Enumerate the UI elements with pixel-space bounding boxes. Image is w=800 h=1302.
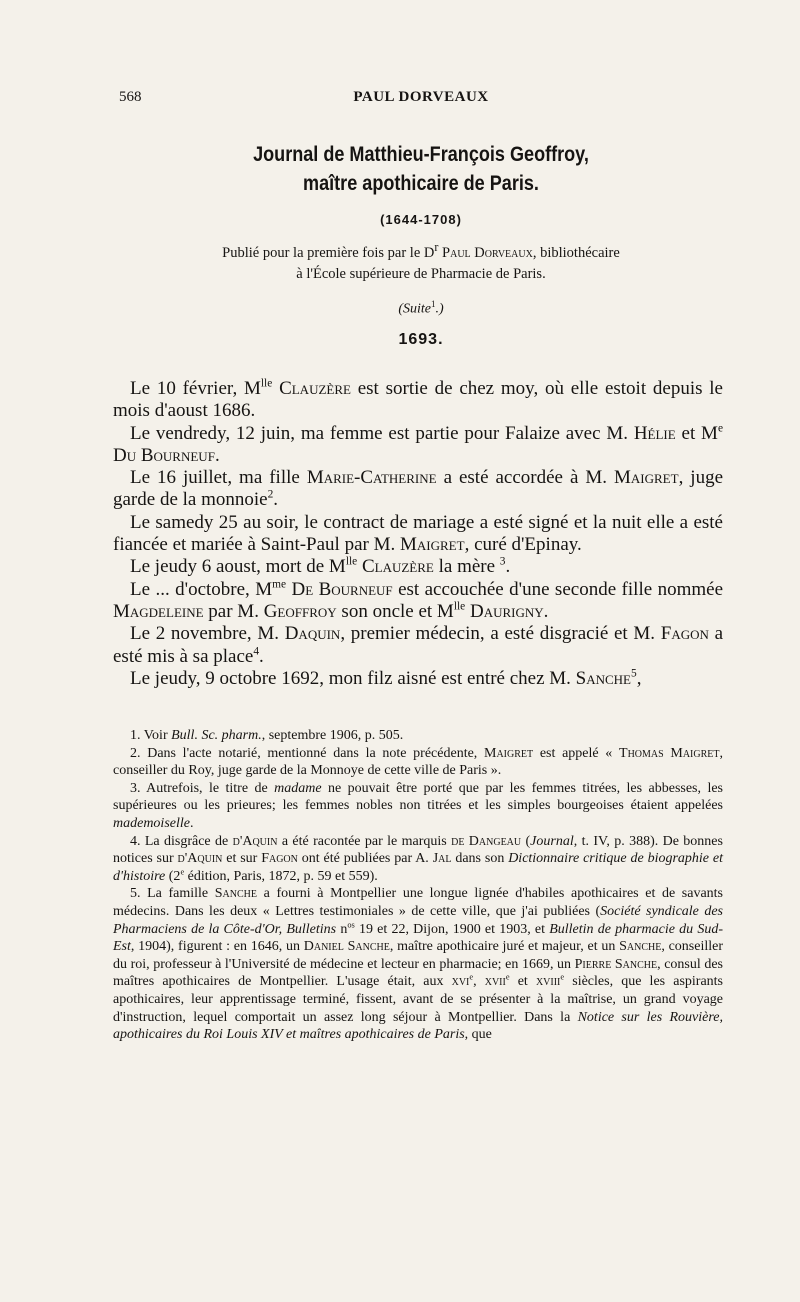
century-numeral: xvi bbox=[451, 974, 470, 990]
person-name: Daurigny bbox=[469, 600, 544, 622]
footnote-text: et sur bbox=[222, 851, 262, 867]
entry-text: Le 16 juillet, ma fille bbox=[130, 467, 307, 489]
entry-text: , juge garde de la monnoie bbox=[113, 467, 723, 511]
article-dates: (1644-1708) bbox=[380, 212, 462, 227]
footnote-text: dans son bbox=[451, 851, 509, 867]
footnote-text: 1. Voir bbox=[130, 728, 172, 743]
person-name: Clauzère bbox=[361, 556, 434, 578]
honorific-sup: lle bbox=[453, 600, 466, 613]
journal-entry bbox=[113, 467, 723, 512]
honorific-sup: me bbox=[272, 578, 287, 591]
honorific-sup: e bbox=[717, 422, 723, 435]
byline-text: Publié pour la première fois par le D bbox=[222, 244, 435, 261]
entry-text: Le ... d'octobre, M bbox=[130, 578, 273, 600]
footnote-text: 5. La famille bbox=[130, 886, 215, 902]
byline-text: , bibliothécaire bbox=[532, 244, 620, 261]
century-numeral: xvii bbox=[484, 974, 506, 990]
article-title-line-2: maître apothicaire de Paris. bbox=[303, 172, 539, 195]
footnote-text: édition, Paris, 1872, p. 59 et 559). bbox=[184, 868, 378, 884]
person-name: Sanche bbox=[214, 886, 257, 902]
citation-title: Dictionnaire critique de biographie et d'histoire bbox=[113, 851, 723, 884]
entry-text: par M. bbox=[203, 600, 264, 622]
entry-text: . bbox=[214, 444, 220, 466]
footnote bbox=[113, 885, 723, 1043]
citation-title: Journal bbox=[530, 833, 574, 849]
person-name: Jal bbox=[432, 851, 452, 867]
footnote bbox=[113, 745, 723, 780]
person-name: Maigret bbox=[484, 745, 534, 761]
footnote-text: , que bbox=[464, 1027, 492, 1043]
footnote-text: , t. IV, p. 388). De bonnes notices sur bbox=[113, 833, 723, 867]
byline-affiliation: à l'École supérieure de Pharmacie de Paris. bbox=[296, 265, 546, 282]
entry-text: est accouchée d'une seconde fille nommée bbox=[392, 578, 724, 600]
entry-text: a esté mis à sa place bbox=[113, 623, 724, 667]
footnote-text: , bbox=[473, 974, 485, 990]
running-head bbox=[119, 89, 723, 111]
footnote-text: a été racontée par le marquis bbox=[277, 833, 452, 849]
footnote-ref: 5 bbox=[631, 667, 637, 680]
footnote-text: 4. La disgrâce de bbox=[130, 833, 233, 849]
footnote-ref: 2 bbox=[267, 489, 274, 502]
italic-term: mademoiselle bbox=[113, 815, 190, 831]
journal-entry bbox=[113, 579, 723, 624]
footnote-text: et bbox=[509, 974, 536, 990]
ordinal-sup: os bbox=[347, 919, 355, 929]
article-title-line-1: Journal de Matthieu-François Geoffroy, bbox=[253, 143, 589, 166]
person-name: Magdeleine bbox=[113, 600, 204, 622]
person-name: Thomas Maigret bbox=[619, 745, 720, 761]
entry-text: Le 2 novembre, M. bbox=[130, 623, 285, 645]
footnote-text: 19 et 22, Dijon, 1900 et 1903, et bbox=[354, 921, 550, 937]
journal-entry bbox=[113, 423, 723, 468]
footnote bbox=[113, 727, 723, 745]
footnote-text: siècles, que les aspirants apothicaires, leur apprentissage terminé, fissent, avant de se présenter à la maîtrise, un grand voyage d'instruction, lequel comportait un assez long séjour à Montpellier. Dans la bbox=[113, 974, 724, 1025]
citation-title: Bull. Sc. pharm. bbox=[171, 728, 262, 743]
entry-text: a esté accordée à M. bbox=[436, 467, 614, 489]
footnote-text: , septembre 1906, p. 505. bbox=[261, 728, 404, 743]
running-title: PAUL DORVEAUX bbox=[353, 89, 489, 105]
entry-text: . bbox=[543, 600, 549, 622]
person-name: Fagon bbox=[261, 851, 298, 867]
person-name: de Dangeau bbox=[451, 833, 522, 849]
entry-text: , bbox=[636, 667, 642, 689]
footnotes bbox=[113, 727, 723, 1044]
entry-text: et M bbox=[675, 422, 718, 444]
footnote-text: a fourni à Montpellier une longue lignée d'habiles apothicaires et de savants médecins. Dans les deux « Lettres testimoniales » de cette ville, que j'ai publiées ( bbox=[113, 886, 723, 919]
journal-entry bbox=[113, 512, 723, 557]
person-name: De Bourneuf bbox=[291, 578, 393, 600]
suite-paren: .) bbox=[435, 301, 444, 317]
footnote-ref: 3 bbox=[499, 556, 506, 569]
footnote-text: ne pouvait être porté que par les femmes titrées, les abbesses, les supérieures ou les prieures; les femmes nobles non titrées et les simples bourgeoises étaient appelées bbox=[113, 780, 723, 814]
person-name: Daquin bbox=[284, 623, 341, 645]
footnote-text: , 1904), figurent : en 1646, un bbox=[130, 939, 304, 955]
footnote-text: , conseiller du Roy, juge garde de la Monnoye de cette ville de Paris ». bbox=[113, 745, 723, 779]
citation-title: Société syndicale des Pharmaciens de la Côte-d'Or, Bulletins bbox=[113, 903, 724, 937]
page-number: 568 bbox=[119, 89, 142, 105]
person-name: Sanche bbox=[575, 667, 631, 689]
journal-entry bbox=[113, 623, 723, 668]
person-name: Daniel Sanche bbox=[303, 939, 390, 955]
century-numeral: xviii bbox=[535, 974, 561, 990]
person-name: Marie-Catherine bbox=[306, 467, 437, 489]
suite-note-ref: 1 bbox=[431, 298, 436, 309]
entry-text: Le jeudy, 9 octobre 1692, mon filz aisné est entré chez M. bbox=[130, 667, 576, 689]
footnote bbox=[113, 780, 723, 833]
honorific-sup: lle bbox=[345, 556, 358, 569]
byline-dr-superscript: r bbox=[434, 240, 439, 254]
journal-entry bbox=[113, 556, 723, 578]
footnote bbox=[113, 833, 723, 886]
footnote-text: ( bbox=[521, 833, 531, 849]
footnote-text: , consul des maîtres apothicaires de Montpellier. L'usage était, aux bbox=[113, 956, 724, 990]
footnote-text: n bbox=[336, 921, 348, 937]
honorific-sup: lle bbox=[260, 377, 273, 390]
person-name: Maigret bbox=[400, 534, 465, 556]
footnote-text: . bbox=[189, 815, 194, 831]
footnote-ref: 4 bbox=[253, 645, 260, 658]
person-name: Du Bourneuf bbox=[113, 444, 215, 466]
person-name: Geoffroy bbox=[263, 600, 337, 622]
footnote-text: (2 bbox=[165, 868, 181, 884]
italic-term: madame bbox=[274, 780, 322, 796]
entry-text: , curé d'Epinay. bbox=[464, 534, 582, 556]
person-name: d'Aquin bbox=[232, 833, 278, 849]
entry-text: . bbox=[505, 556, 511, 578]
year-heading: 1693. bbox=[398, 331, 444, 349]
journal-entries bbox=[113, 378, 723, 690]
footnote-text: , conseiller du roi, professeur à l'Université de médecine et lecteur en pharmacie; en 1669, un bbox=[113, 939, 724, 972]
footnote-text: , maître apothicaire juré et majeur, et un bbox=[389, 939, 620, 955]
person-name: Hélie bbox=[633, 422, 676, 444]
entry-text: la mère bbox=[433, 556, 500, 578]
citation-title: Bulletin de pharmacie du Sud-Est bbox=[113, 921, 724, 955]
person-name: Maigret bbox=[614, 467, 679, 489]
ordinal-sup: e bbox=[180, 867, 185, 877]
person-name: d'Aquin bbox=[177, 851, 223, 867]
footnote-text: ont été publiées par A. bbox=[297, 851, 433, 867]
entry-text: est sortie de chez moy, où elle estoit depuis le mois d'aoust 1686. bbox=[113, 378, 723, 422]
footnote-text: 3. Autrefois, le titre de bbox=[130, 780, 275, 796]
entry-text: son oncle et M bbox=[336, 600, 454, 622]
ordinal-sup: e bbox=[469, 972, 474, 982]
article-header bbox=[119, 140, 723, 349]
suite-label: Suite bbox=[403, 301, 431, 317]
entry-text: Le jeudy 6 aoust, mort de M bbox=[130, 556, 346, 578]
footnote-text: 2. Dans l'acte notarié, mentionné dans la note précédente, bbox=[130, 745, 484, 761]
entry-text: . bbox=[273, 489, 279, 511]
entry-text: . bbox=[259, 645, 264, 667]
byline-author: Paul Dorveaux bbox=[442, 244, 533, 261]
person-name: Clauzère bbox=[279, 378, 351, 399]
person-name: Pierre Sanche bbox=[574, 956, 658, 972]
entry-text: Le vendredy, 12 juin, ma femme est partie pour Falaize avec M. bbox=[130, 422, 634, 444]
continued-marker bbox=[119, 299, 723, 318]
person-name: Sanche bbox=[619, 939, 662, 955]
footnote-text: est appelé « bbox=[533, 745, 620, 761]
ordinal-sup: e bbox=[505, 972, 510, 982]
citation-title: Notice sur les Rouvière, apothicaires du Roi Louis XIV et maîtres apothicaires de Paris bbox=[113, 1009, 723, 1043]
entry-text: , premier médecin, a esté disgracié et M. bbox=[340, 623, 661, 645]
person-name: Fagon bbox=[660, 623, 709, 645]
entry-text: Le samedy 25 au soir, le contract de mariage a esté signé et la nuit elle a esté fiancée et mariée à Saint-Paul par M. bbox=[113, 511, 723, 556]
ordinal-sup: e bbox=[560, 972, 565, 982]
journal-entry bbox=[113, 378, 723, 423]
entry-text: Le 10 février, M bbox=[130, 378, 261, 399]
suite-paren: ( bbox=[398, 301, 403, 317]
journal-entry bbox=[113, 668, 723, 690]
byline bbox=[119, 237, 723, 285]
